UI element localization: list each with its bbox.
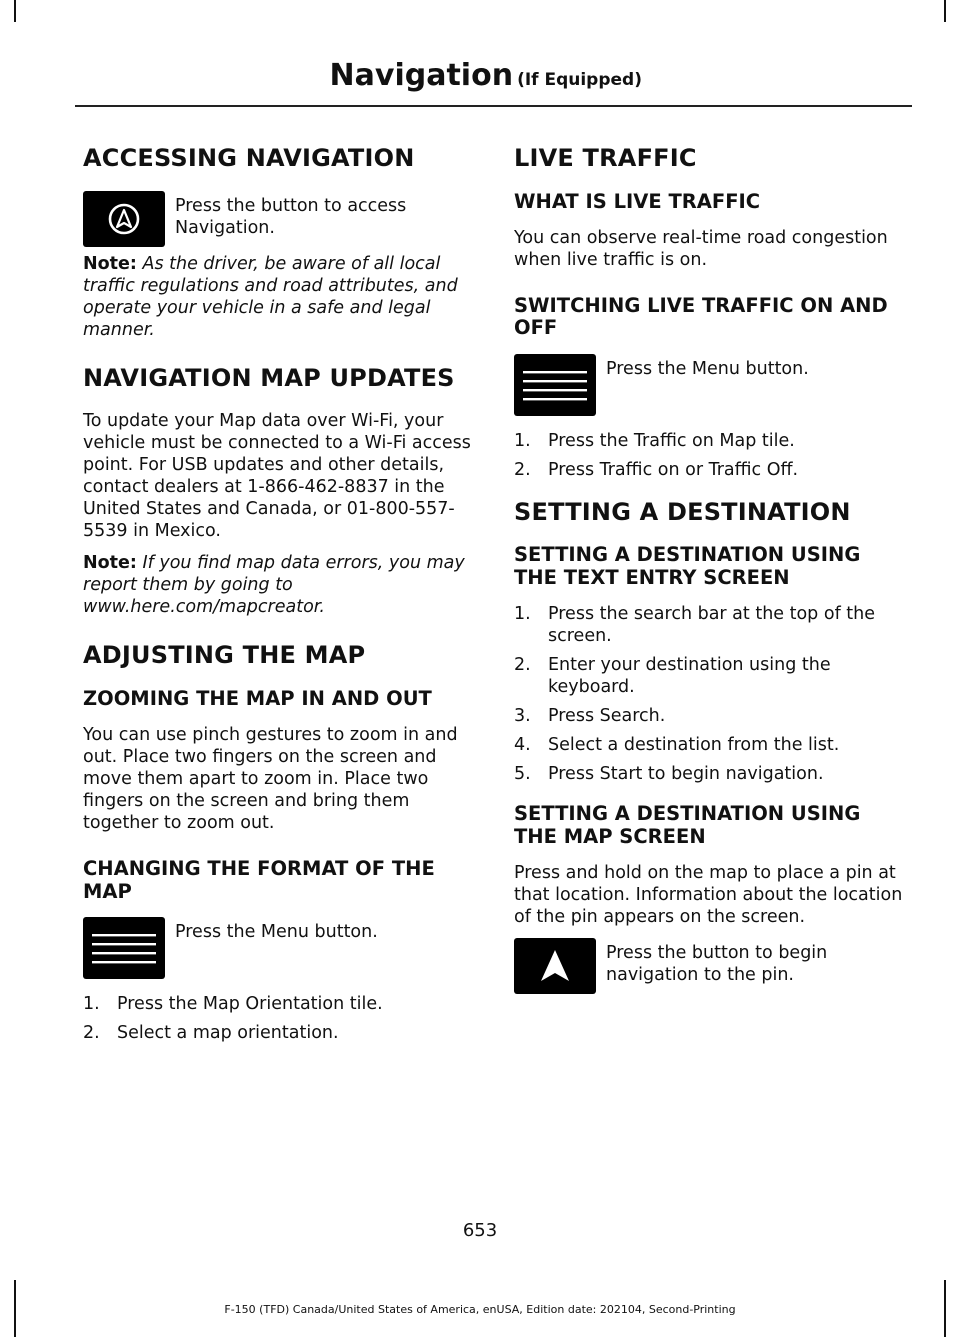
step-text: Press the search bar at the top of the screen. bbox=[548, 604, 876, 647]
right-column bbox=[514, 145, 909, 1000]
list-item bbox=[514, 459, 909, 481]
step-number: 2. bbox=[514, 655, 531, 676]
text-entry-steps bbox=[514, 603, 909, 785]
access-nav-text: Press the button to access Navigation. bbox=[175, 195, 407, 238]
note-label: Note: bbox=[83, 253, 137, 274]
step-text: Press the Map Orientation tile. bbox=[117, 994, 383, 1015]
crop-mark bbox=[944, 0, 946, 22]
start-navigation-button bbox=[514, 938, 596, 994]
page-header-title bbox=[330, 58, 642, 93]
navigation-icon bbox=[107, 202, 141, 236]
step-number: 1. bbox=[514, 430, 531, 451]
note-map-errors bbox=[83, 552, 478, 618]
subheading-text-entry: SETTING A DESTINATION USING THE TEXT ENTRY SCREEN bbox=[514, 543, 861, 589]
page-number: 653 bbox=[462, 1220, 498, 1241]
step-text: Press the Traffic on Map tile. bbox=[548, 430, 795, 451]
start-nav-text: Press the button to begin navigation to the pin. bbox=[606, 943, 828, 986]
step-text: Enter your destination using the keyboard. bbox=[548, 655, 831, 698]
menu-icon bbox=[520, 365, 590, 405]
step-text: Select a map orientation. bbox=[117, 1023, 339, 1044]
note-driver bbox=[83, 253, 478, 341]
menu-button bbox=[83, 917, 165, 979]
zoom-body: You can use pinch gestures to zoom in and out. Place two fingers on the screen and move them apart to zoom in. Place two fingers on the screen and bring them together to zoom out. bbox=[83, 725, 458, 834]
step-number: 4. bbox=[514, 735, 531, 756]
step-text: Press Search. bbox=[548, 706, 666, 727]
step-number: 3. bbox=[514, 706, 531, 727]
traffic-steps bbox=[514, 430, 909, 481]
header-subtitle: (If Equipped) bbox=[517, 70, 642, 90]
menu-instruction-text: Press the Menu button. bbox=[175, 922, 378, 943]
section-heading-map-updates: NAVIGATION MAP UPDATES bbox=[83, 363, 455, 392]
step-number: 1. bbox=[83, 994, 100, 1015]
subheading-what-is-live-traffic: WHAT IS LIVE TRAFFIC bbox=[514, 189, 761, 213]
step-text: Press Traffic on or Traffic Off. bbox=[548, 459, 799, 480]
note-text: As the driver, be aware of all local traffic regulations and road attributes, and operate your vehicle in a safe and legal manner. bbox=[83, 253, 458, 340]
list-item bbox=[514, 430, 909, 452]
menu-instruction bbox=[83, 917, 478, 979]
step-number: 2. bbox=[83, 1023, 100, 1044]
step-number: 2. bbox=[514, 459, 531, 480]
map-updates-body: To update your Map data over Wi-Fi, your vehicle must be connected to a Wi-Fi access point. For USB updates and other details, contact dealers at 1-866-462-8837 in the United States and Canada, or 01-800-557-5539 in Mexico. bbox=[83, 411, 471, 542]
step-text: Press Start to begin navigation. bbox=[548, 764, 824, 785]
navigation-button bbox=[83, 191, 165, 247]
menu-instruction-text: Press the Menu button. bbox=[606, 358, 809, 379]
note-label: Note: bbox=[83, 553, 137, 574]
menu-button bbox=[514, 354, 596, 416]
access-nav-instruction bbox=[83, 191, 478, 247]
list-item bbox=[514, 763, 909, 785]
section-heading-live-traffic: LIVE TRAFFIC bbox=[514, 144, 697, 172]
list-item bbox=[514, 705, 909, 727]
page-footer: F-150 (TFD) Canada/United States of America, enUSA, Edition date: 202104, Second-Printing bbox=[224, 1303, 736, 1316]
step-text: Select a destination from the list. bbox=[548, 735, 840, 756]
subheading-zoom: ZOOMING THE MAP IN AND OUT bbox=[83, 686, 432, 710]
list-item bbox=[514, 603, 909, 647]
menu-instruction bbox=[514, 354, 909, 416]
header-title-text: Navigation bbox=[329, 58, 514, 93]
header-rule bbox=[75, 105, 912, 107]
subheading-map-screen: SETTING A DESTINATION USING THE MAP SCREEN bbox=[514, 802, 861, 848]
section-heading-destination: SETTING A DESTINATION bbox=[514, 497, 851, 526]
map-format-steps bbox=[83, 993, 478, 1044]
subheading-switching-traffic: SWITCHING LIVE TRAFFIC ON AND OFF bbox=[514, 294, 888, 340]
menu-icon bbox=[89, 928, 159, 968]
list-item bbox=[514, 734, 909, 756]
list-item bbox=[83, 993, 478, 1015]
start-nav-instruction bbox=[514, 938, 909, 994]
map-screen-body: Press and hold on the map to place a pin at that location. Information about the location of the pin appears on the screen. bbox=[514, 863, 903, 928]
start-navigation-arrow-icon bbox=[538, 948, 572, 984]
note-text: If you find map data errors, you may report them by going to www.here.com/mapcreator. bbox=[83, 553, 465, 618]
section-heading-accessing: ACCESSING NAVIGATION bbox=[83, 144, 415, 172]
step-number: 1. bbox=[514, 604, 531, 625]
crop-mark bbox=[14, 0, 16, 22]
subheading-map-format: CHANGING THE FORMAT OF THE MAP bbox=[83, 857, 435, 903]
list-item bbox=[514, 654, 909, 698]
step-number: 5. bbox=[514, 764, 531, 785]
section-heading-adjusting-map: ADJUSTING THE MAP bbox=[83, 641, 366, 670]
list-item bbox=[83, 1022, 478, 1044]
live-traffic-body: You can observe real-time road congestion when live traffic is on. bbox=[514, 228, 888, 271]
left-column bbox=[83, 145, 478, 1062]
